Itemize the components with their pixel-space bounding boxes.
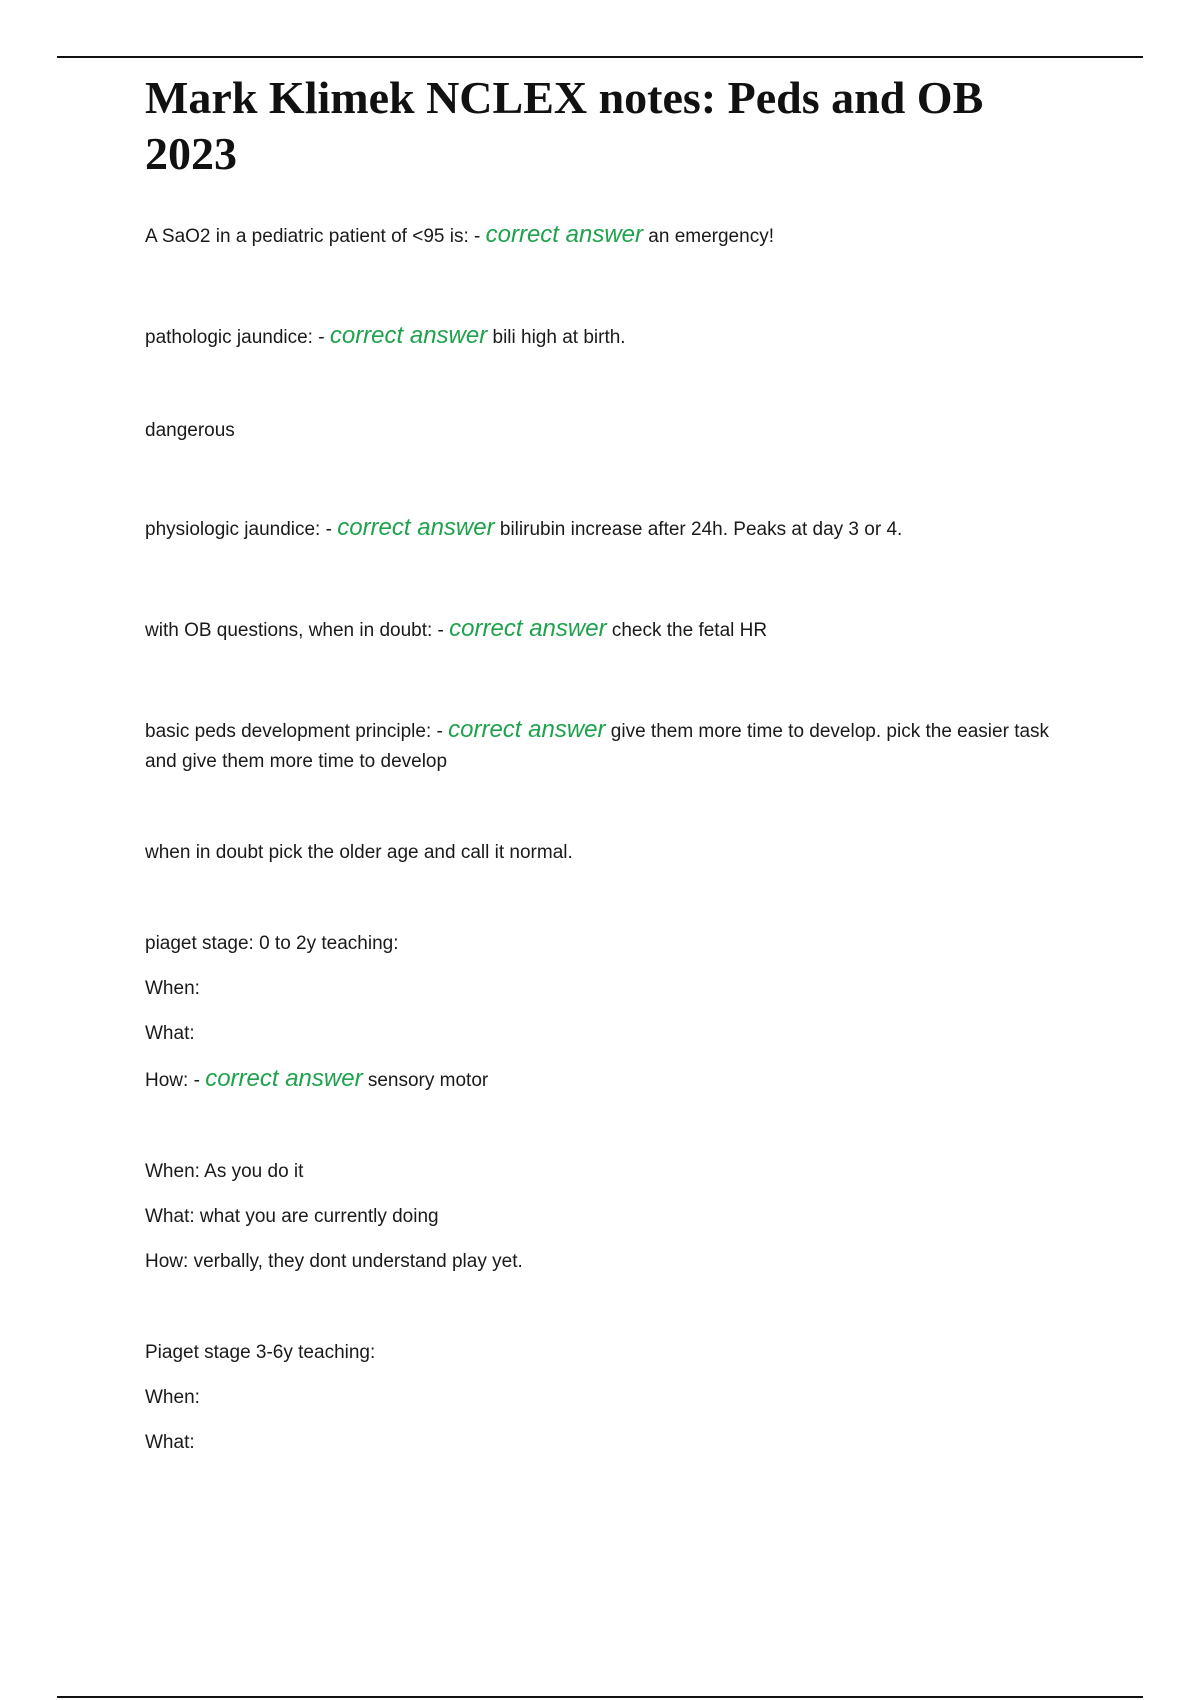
qa-item: [145, 321, 1085, 353]
note-line: [145, 1383, 1085, 1413]
document-body: [145, 70, 1085, 1458]
note-text: When:: [145, 1387, 200, 1408]
note-text: When: As you do it: [145, 1161, 304, 1182]
answer-text: give them more time to develop. pick the easier task and give them more time to develop: [145, 721, 1050, 772]
qa-item: [145, 715, 1085, 777]
note-text: dangerous: [145, 420, 235, 441]
note-line: [145, 1428, 1085, 1458]
top-rule: [57, 56, 1143, 58]
note-line: [145, 838, 1085, 868]
question-text: pathologic jaundice: -: [145, 327, 330, 348]
qa-item: [145, 614, 1085, 646]
note-text: Piaget stage 3-6y teaching:: [145, 1342, 376, 1363]
answer-text: bili high at birth.: [487, 327, 626, 348]
qa-item: [145, 1064, 1085, 1096]
note-line: [145, 1338, 1085, 1368]
note-line: [145, 1019, 1085, 1049]
question-text: with OB questions, when in doubt: -: [145, 620, 450, 641]
qa-item: [145, 513, 1085, 545]
answer-label: correct answer: [329, 322, 488, 349]
note-text: When:: [145, 978, 200, 999]
note-line: [145, 974, 1085, 1004]
note-text: How: verbally, they dont understand play yet.: [145, 1251, 523, 1272]
question-text: physiologic jaundice: -: [145, 519, 338, 540]
note-text: when in doubt pick the older age and call it normal.: [145, 842, 573, 863]
note-text: What: what you are currently doing: [145, 1206, 439, 1227]
answer-text: an emergency!: [643, 226, 774, 247]
note-text: What:: [145, 1432, 195, 1453]
answer-label: correct answer: [205, 1065, 363, 1092]
answer-text: bilirubin increase after 24h. Peaks at day 3 or 4.: [494, 519, 903, 540]
answer-label: correct answer: [449, 615, 607, 642]
note-line: [145, 929, 1085, 959]
note-text: piaget stage: 0 to 2y teaching:: [145, 933, 399, 954]
answer-text: check the fetal HR: [606, 620, 768, 641]
note-line: [145, 1157, 1085, 1187]
question-text: basic peds development principle: -: [145, 721, 449, 742]
qa-item: [145, 220, 1085, 252]
answer-text: sensory motor: [362, 1070, 489, 1091]
note-line: [145, 416, 1085, 446]
note-line: [145, 1247, 1085, 1277]
bottom-rule: [57, 1696, 1143, 1698]
answer-label: correct answer: [448, 716, 606, 743]
answer-label: correct answer: [485, 221, 644, 248]
note-text: What:: [145, 1023, 195, 1044]
question-text: A SaO2 in a pediatric patient of <95 is: -: [145, 226, 486, 247]
document-title: Mark Klimek NCLEX notes: Peds and OB 2023: [145, 72, 984, 179]
question-text: How: -: [145, 1070, 206, 1091]
note-line: [145, 1202, 1085, 1232]
answer-label: correct answer: [337, 514, 495, 541]
